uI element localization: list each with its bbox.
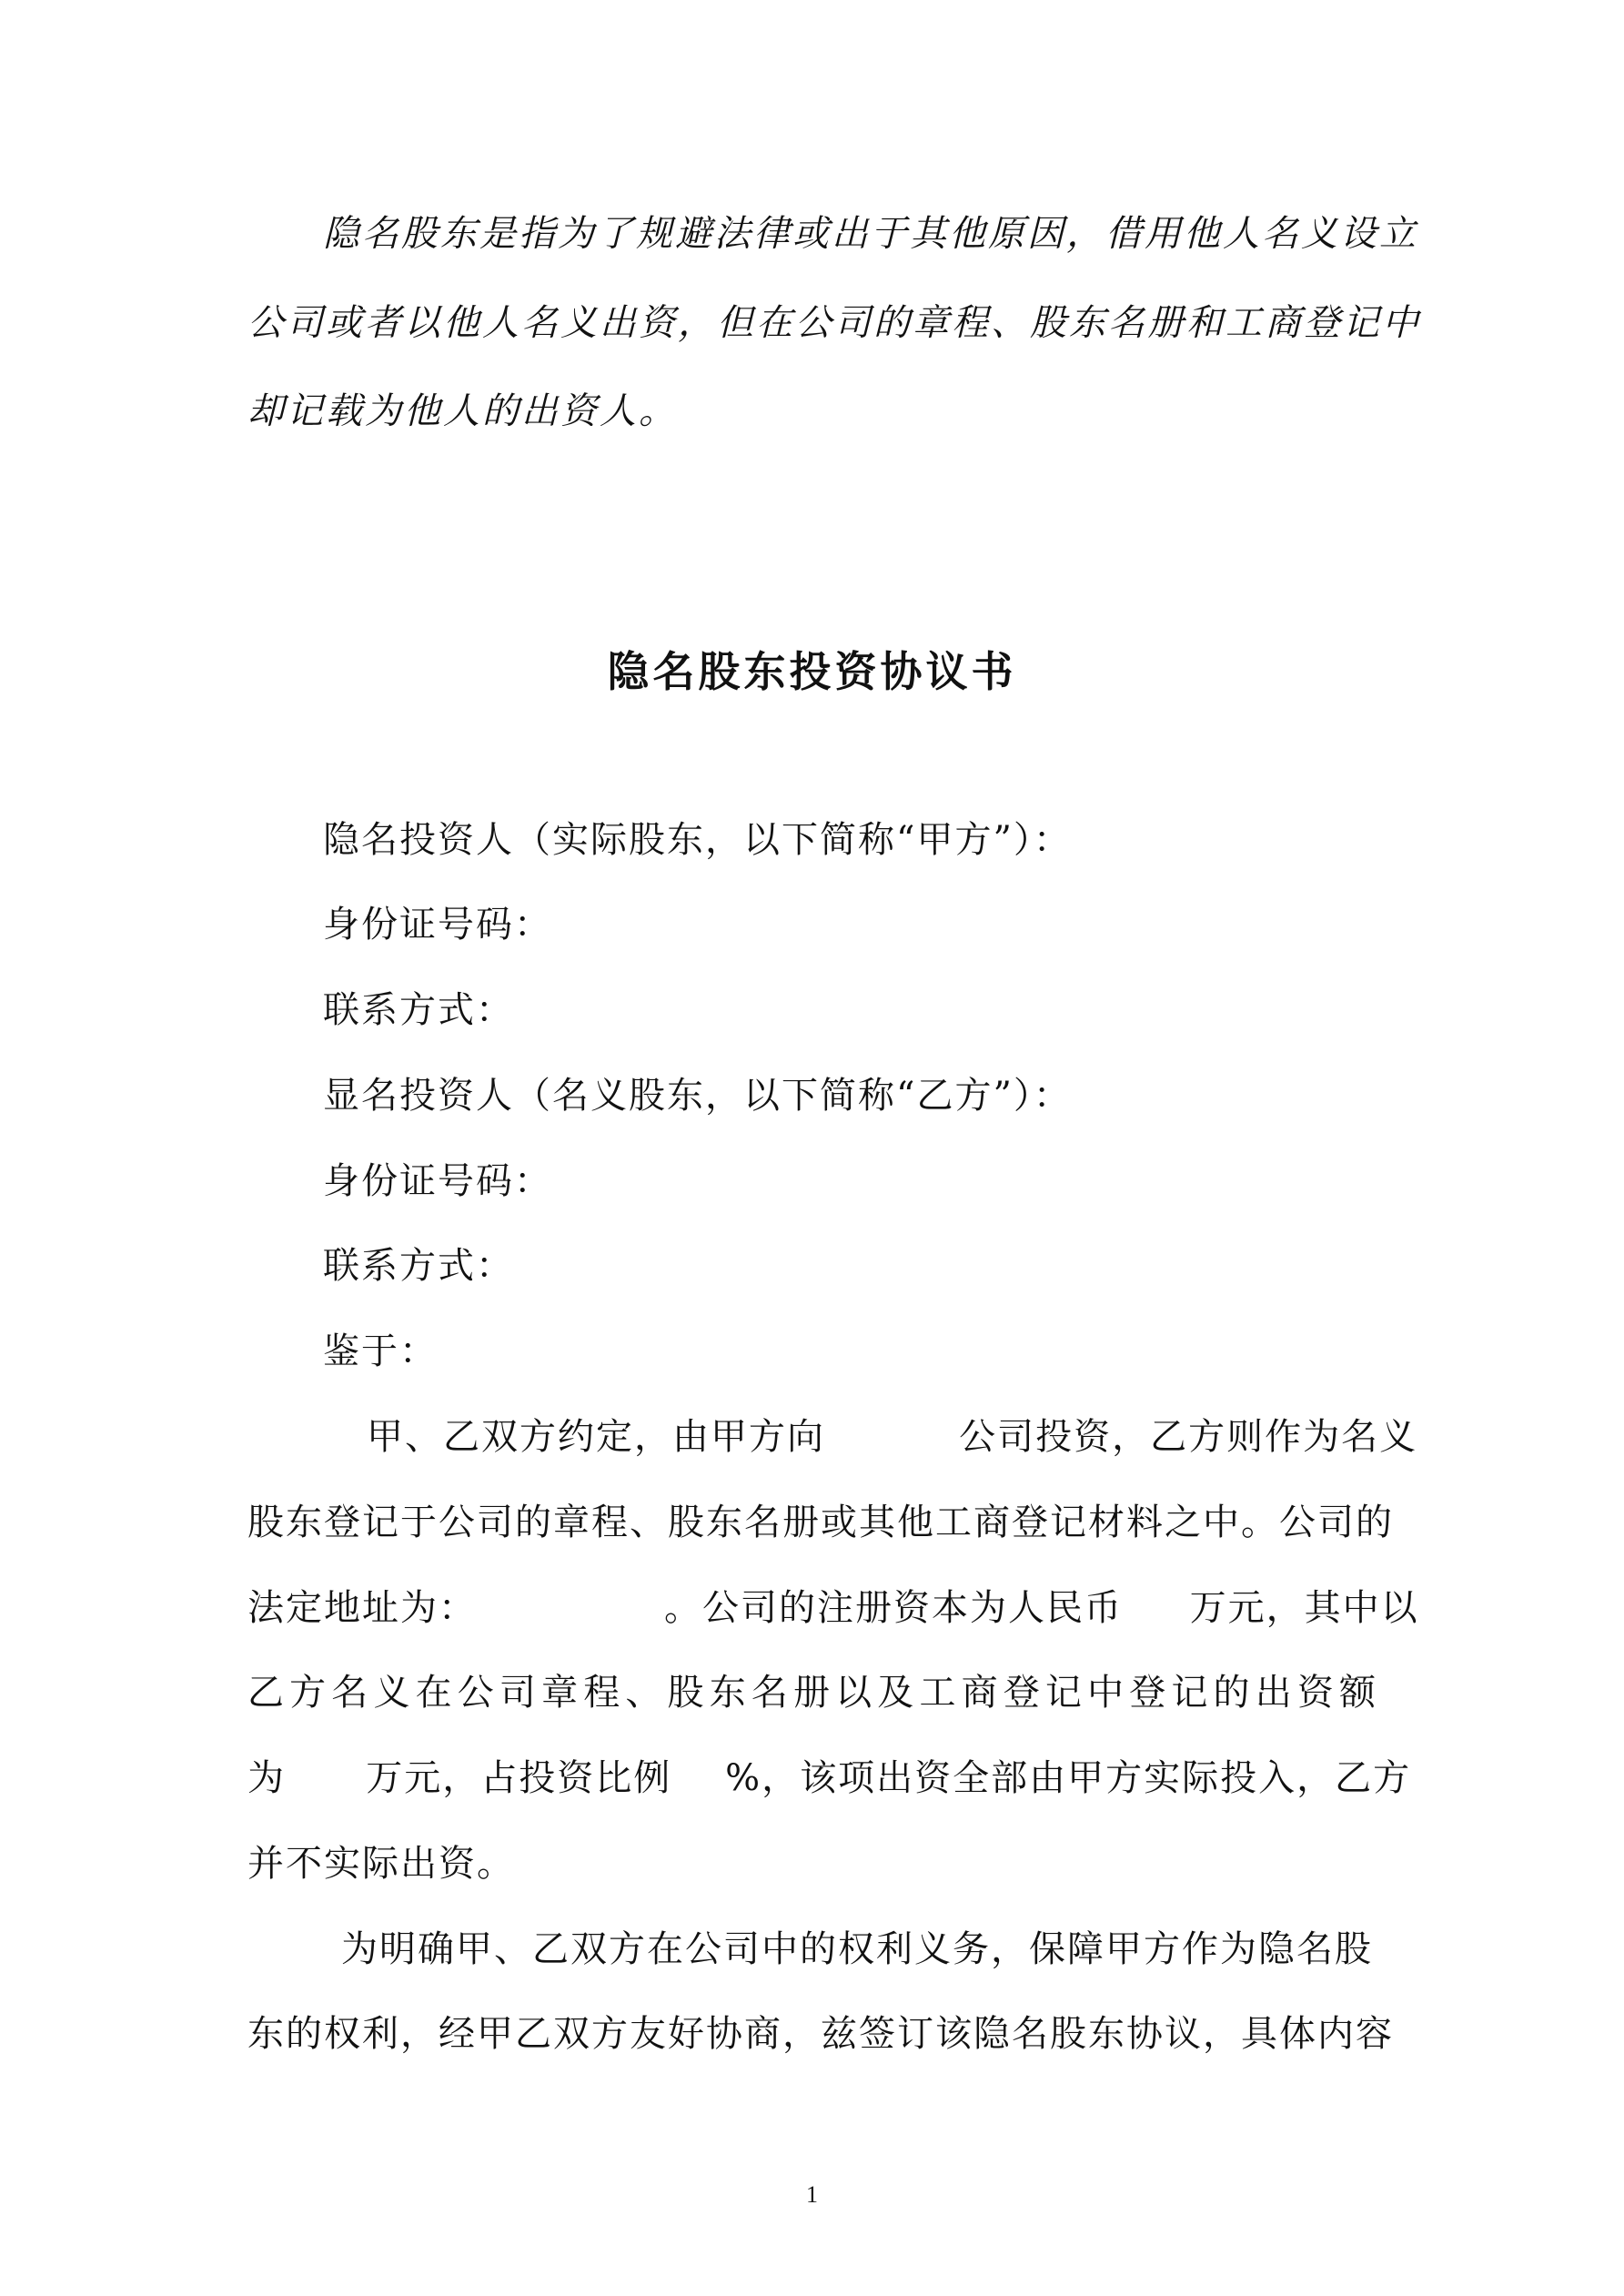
intro-line-3: 却记载为他人的出资人。: [247, 390, 678, 432]
paragraph2-line-2: 东的权利，经甲乙双方友好协商，兹签订该隐名股东协议，具体内容: [247, 2013, 1394, 2055]
paragraph1-line-1: 甲、乙双方约定，由甲方向 公司投资，乙方则作为名义: [367, 1416, 1418, 1458]
hidden-investor-contact-field: 联系方式：: [323, 989, 514, 1031]
hidden-investor-field: 隐名投资人（实际股东，以下简称“甲方”）：: [323, 819, 1072, 861]
nominal-investor-field: 显名投资人（名义股东，以下简称“乙方”）：: [323, 1075, 1072, 1117]
paragraph1-line-6: 并不实际出资。: [247, 1843, 515, 1885]
paragraph1-line-2: 股东登记于公司的章程、股东名册或其他工商登记材料之中。公司的: [247, 1502, 1394, 1543]
paragraph2-line-1: 为明确甲、乙双方在公司中的权利义务，保障甲方作为隐名股: [341, 1928, 1373, 1970]
nominal-investor-contact-field: 联系方式：: [323, 1245, 514, 1287]
page-number: 1: [806, 2181, 818, 2208]
whereas-label: 鉴于：: [323, 1330, 438, 1372]
hidden-investor-id-field: 身份证号码：: [323, 904, 552, 946]
document-title: 隐名股东投资协议书: [607, 647, 1017, 696]
intro-line-1: 隐名股东是指为了规避法律或出于其他原因，借用他人名义设立: [323, 213, 1418, 255]
paragraph1-line-4: 乙方名义在公司章程、股东名册以及工商登记中登记的出资额: [247, 1672, 1377, 1714]
nominal-investor-id-field: 身份证号码：: [323, 1160, 552, 1202]
paragraph1-line-5: 为 万元，占投资比例 %，该项出资全部由甲方实际投入，乙方: [247, 1757, 1412, 1799]
paragraph1-line-3: 法定地址为： 。公司的注册资本为人民币 万元，其中以: [247, 1587, 1419, 1629]
intro-line-2: 公司或者以他人名义出资，但在公司的章程、股东名册和工商登记中: [247, 302, 1421, 344]
